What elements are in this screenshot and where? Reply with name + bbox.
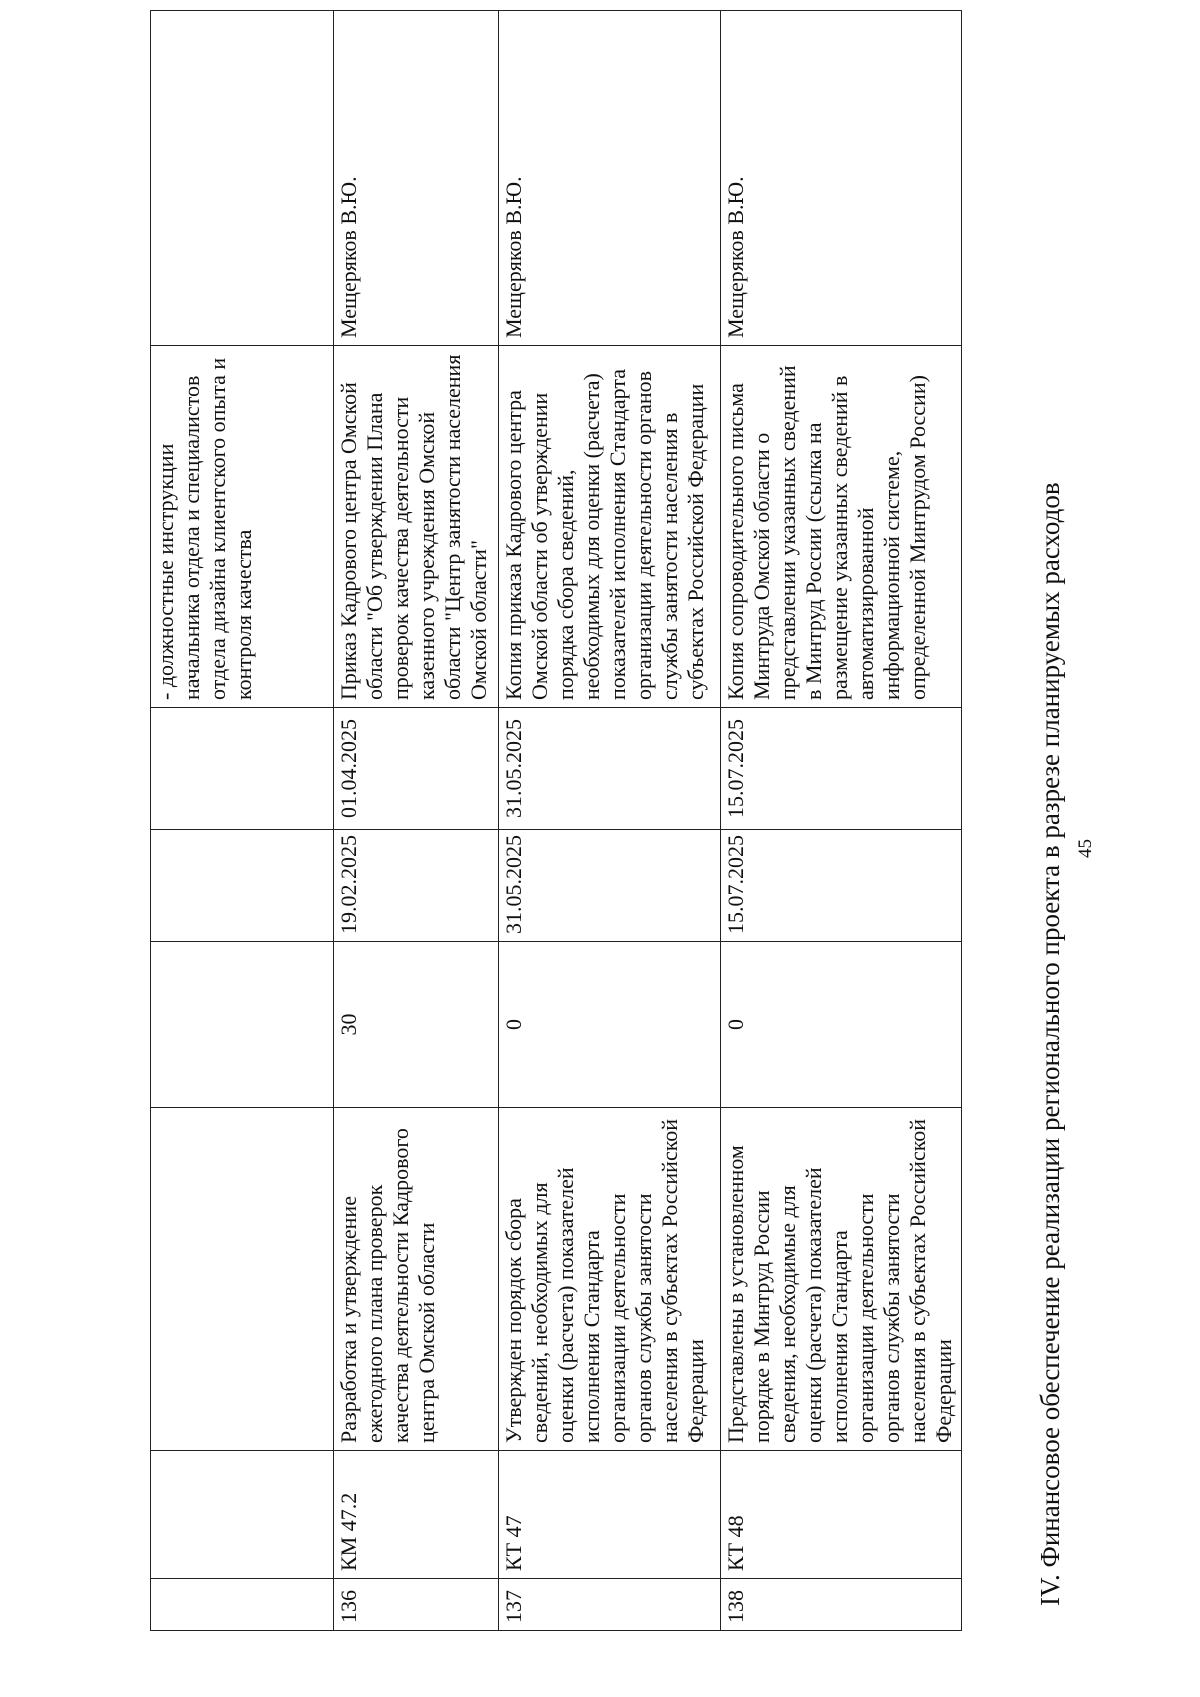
value-cell: 0 <box>499 942 721 1108</box>
end-date: 31.05.2025 <box>499 708 721 830</box>
event-name <box>151 1108 334 1451</box>
row-number <box>151 1579 334 1631</box>
start-date: 15.07.2025 <box>721 830 962 942</box>
table-row <box>334 11 499 1631</box>
table-row <box>721 11 962 1631</box>
control-point-code: КТ 48 <box>721 1451 962 1579</box>
event-name: Разработка и утверждение ежегодного плана проверок качества деятельности Кадрового центра Омской области <box>334 1108 499 1451</box>
value-cell <box>151 942 334 1108</box>
end-date <box>151 708 334 830</box>
document-description: Копия приказа Кадрового центра Омской области об утверждении порядка сбора сведений, необходимых для оценки (расчета) показателей исполнения Стандарта организации деятельности органов службы занятости населения в субъектах Российской Федерации <box>499 346 721 708</box>
end-date: 01.04.2025 <box>334 708 499 830</box>
start-date <box>151 830 334 942</box>
page-number: 45 <box>1075 839 1096 858</box>
value-cell: 30 <box>334 942 499 1108</box>
control-point-code: КМ 47.2 <box>334 1451 499 1579</box>
row-number: 136 <box>334 1579 499 1631</box>
responsible-person <box>151 11 334 346</box>
responsible-person: Мещеряков В.Ю. <box>334 11 499 346</box>
start-date: 31.05.2025 <box>499 830 721 942</box>
document-description: - должностные инструкции начальника отдела и специалистов отдела дизайна клиентского опыта и контроля качества <box>151 346 334 708</box>
event-name: Утвержден порядок сбора сведений, необходимых для оценки (расчета) показателей исполнения Стандарта организации деятельности органов службы занятости населения в субъектах Российской Федерации <box>499 1108 721 1451</box>
responsible-person: Мещеряков В.Ю. <box>721 11 962 346</box>
row-number: 137 <box>499 1579 721 1631</box>
event-name: Представлены в установленном порядке в Минтруд России сведения, необходимые для оценки (расчета) показателей исполнения Стандарта организации деятельности органов службы занятости населения в субъектах Российской Федерации <box>721 1108 962 1451</box>
document-description: Копия сопроводительного письма Минтруда Омской области о представлении указанных сведений в Минтруд России (ссылка на размещение указанных сведений в автоматизированной информационной системе, определенной Минтрудом России) <box>721 346 962 708</box>
value-cell: 0 <box>721 942 962 1108</box>
responsible-person: Мещеряков В.Ю. <box>499 11 721 346</box>
table-row <box>151 11 334 1631</box>
row-number: 138 <box>721 1579 962 1631</box>
control-point-code: КТ 47 <box>499 1451 721 1579</box>
plan-table <box>150 10 962 1631</box>
end-date: 15.07.2025 <box>721 708 962 830</box>
section-heading: IV. Финансовое обеспечение реализации регионального проекта в разрезе планируемых расходов <box>1035 482 1065 1606</box>
control-point-code <box>151 1451 334 1579</box>
start-date: 19.02.2025 <box>334 830 499 942</box>
document-description: Приказ Кадрового центра Омской области "Об утверждении Плана проверок качества деятельности казенного учреждения Омской области "Центр занятости населения Омской области" <box>334 346 499 708</box>
table-row <box>499 11 721 1631</box>
